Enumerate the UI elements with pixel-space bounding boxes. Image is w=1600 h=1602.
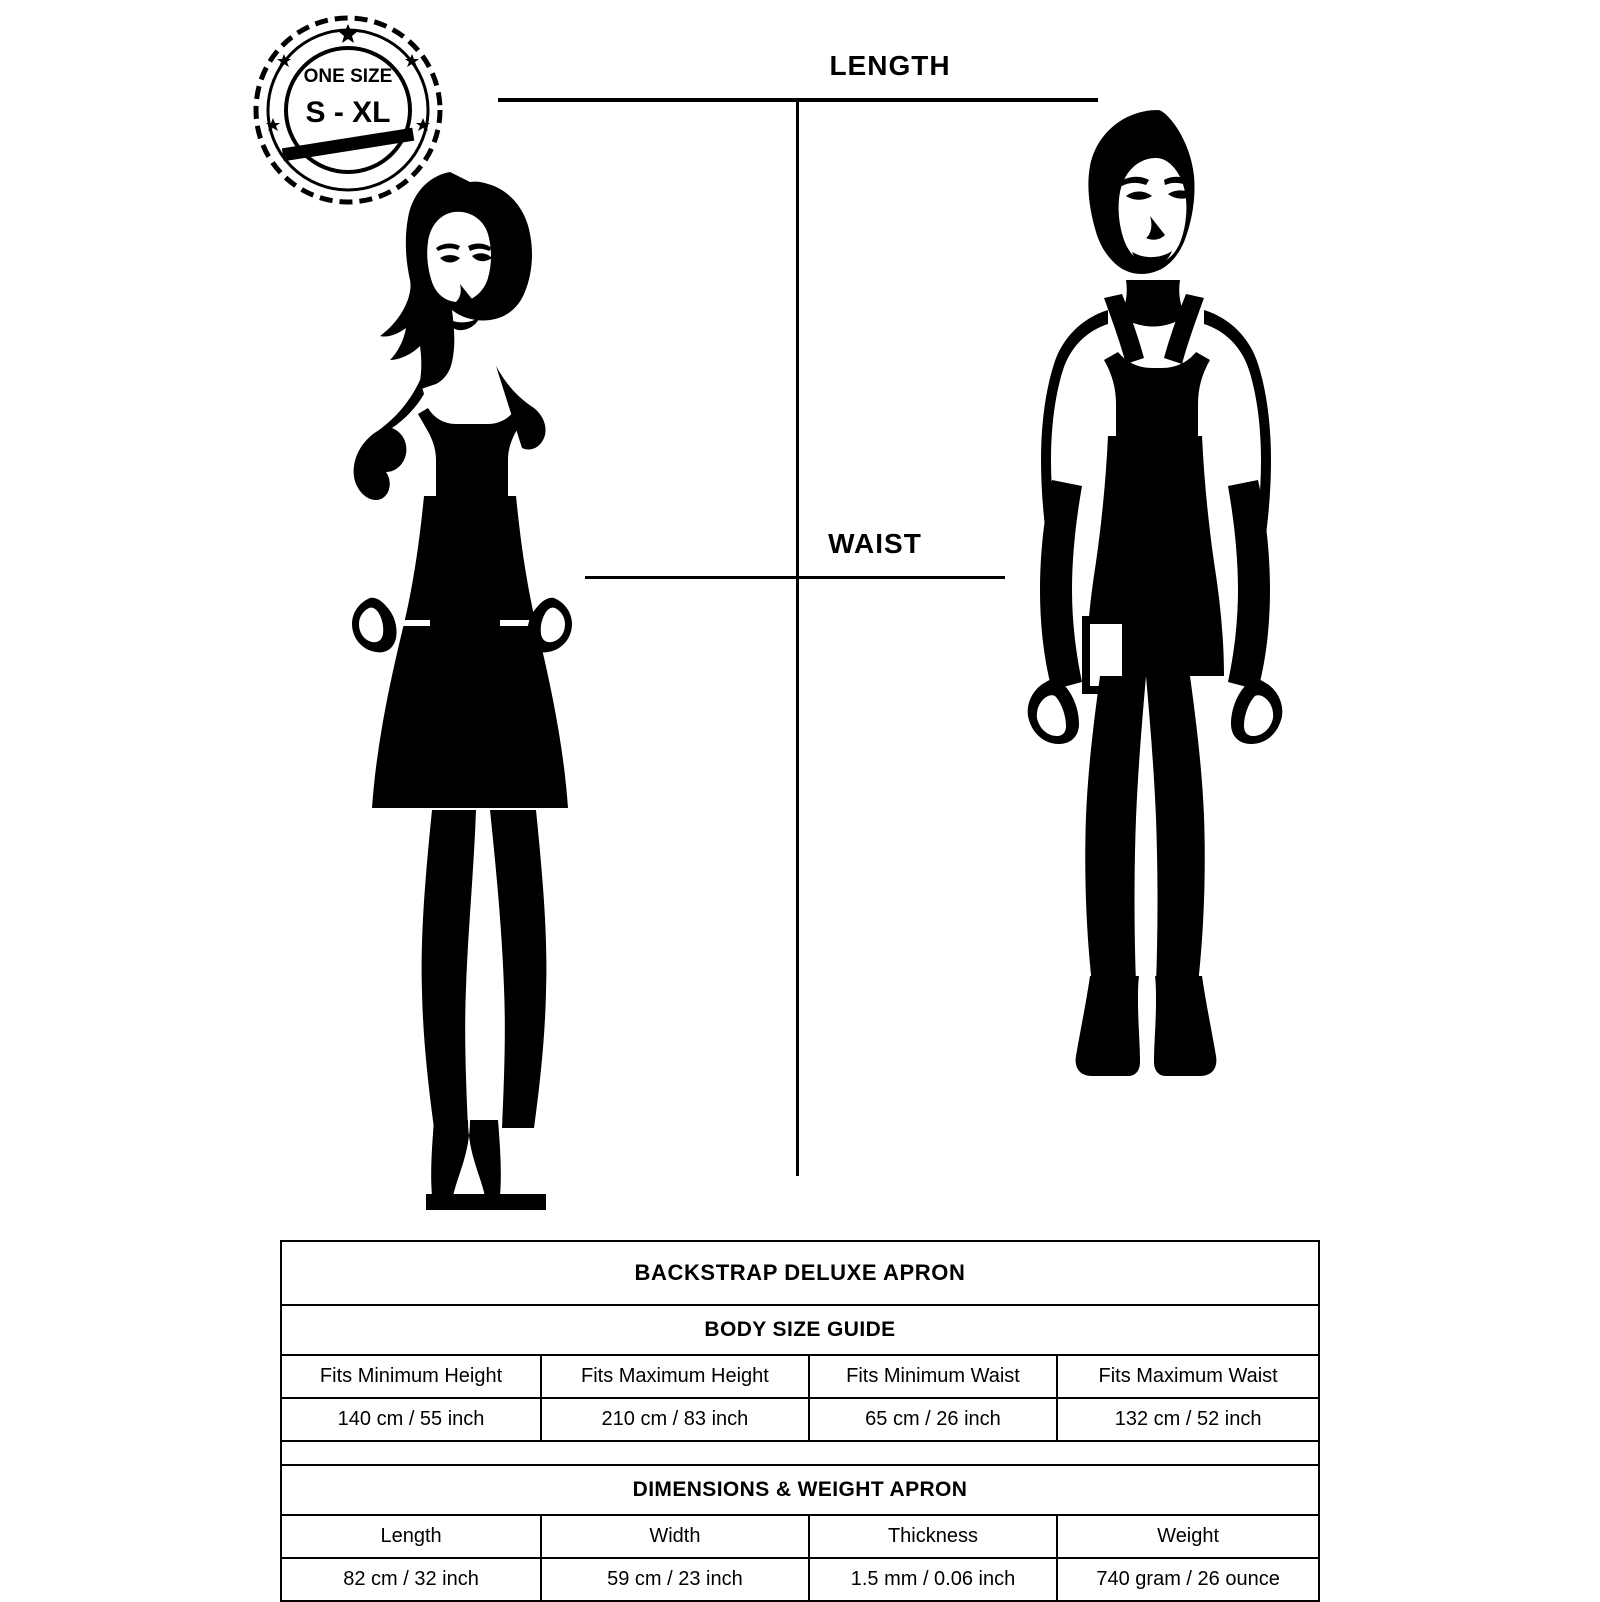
body-header-cell: Fits Maximum Waist (1057, 1355, 1319, 1398)
table-row-body-headers (281, 1355, 1319, 1398)
table-row-dims-headers (281, 1515, 1319, 1558)
dims-header-cell: Thickness (809, 1515, 1058, 1558)
woman-apron-silhouette-icon (300, 150, 630, 1210)
spacer-cell (281, 1441, 1319, 1465)
body-header-cell: Fits Maximum Height (541, 1355, 809, 1398)
body-value-cell: 140 cm / 55 inch (281, 1398, 541, 1441)
vertical-guide-line (796, 98, 799, 1176)
table-row-body-section (281, 1305, 1319, 1355)
product-title: BACKSTRAP DELUXE APRON (281, 1241, 1319, 1305)
table-row-body-values (281, 1398, 1319, 1441)
dims-value-cell: 59 cm / 23 inch (541, 1558, 809, 1601)
table-row-dimensions-section (281, 1465, 1319, 1515)
dims-value-cell: 82 cm / 32 inch (281, 1558, 541, 1601)
size-guide-table (280, 1240, 1320, 1602)
body-value-cell: 132 cm / 52 inch (1057, 1398, 1319, 1441)
dims-header-cell: Length (281, 1515, 541, 1558)
body-header-cell: Fits Minimum Height (281, 1355, 541, 1398)
body-value-cell: 65 cm / 26 inch (809, 1398, 1058, 1441)
table-row-spacer (281, 1441, 1319, 1465)
dimensions-weight-title: DIMENSIONS & WEIGHT APRON (281, 1465, 1319, 1515)
table-row-dims-values (281, 1558, 1319, 1601)
length-label: LENGTH (829, 50, 951, 81)
waist-guide-line (585, 576, 1005, 579)
dims-value-cell: 740 gram / 26 ounce (1057, 1558, 1319, 1601)
badge-top-text: ONE SIZE (303, 66, 393, 87)
waist-label: WAIST (828, 528, 922, 559)
dims-header-cell: Width (541, 1515, 809, 1558)
man-apron-silhouette-icon (990, 100, 1320, 1210)
dims-header-cell: Weight (1057, 1515, 1319, 1558)
body-size-guide-title: BODY SIZE GUIDE (281, 1305, 1319, 1355)
body-header-cell: Fits Minimum Waist (809, 1355, 1058, 1398)
body-value-cell: 210 cm / 83 inch (541, 1398, 809, 1441)
badge-main-text: S - XL (305, 96, 391, 129)
dims-value-cell: 1.5 mm / 0.06 inch (809, 1558, 1058, 1601)
table-row-product-title (281, 1241, 1319, 1305)
